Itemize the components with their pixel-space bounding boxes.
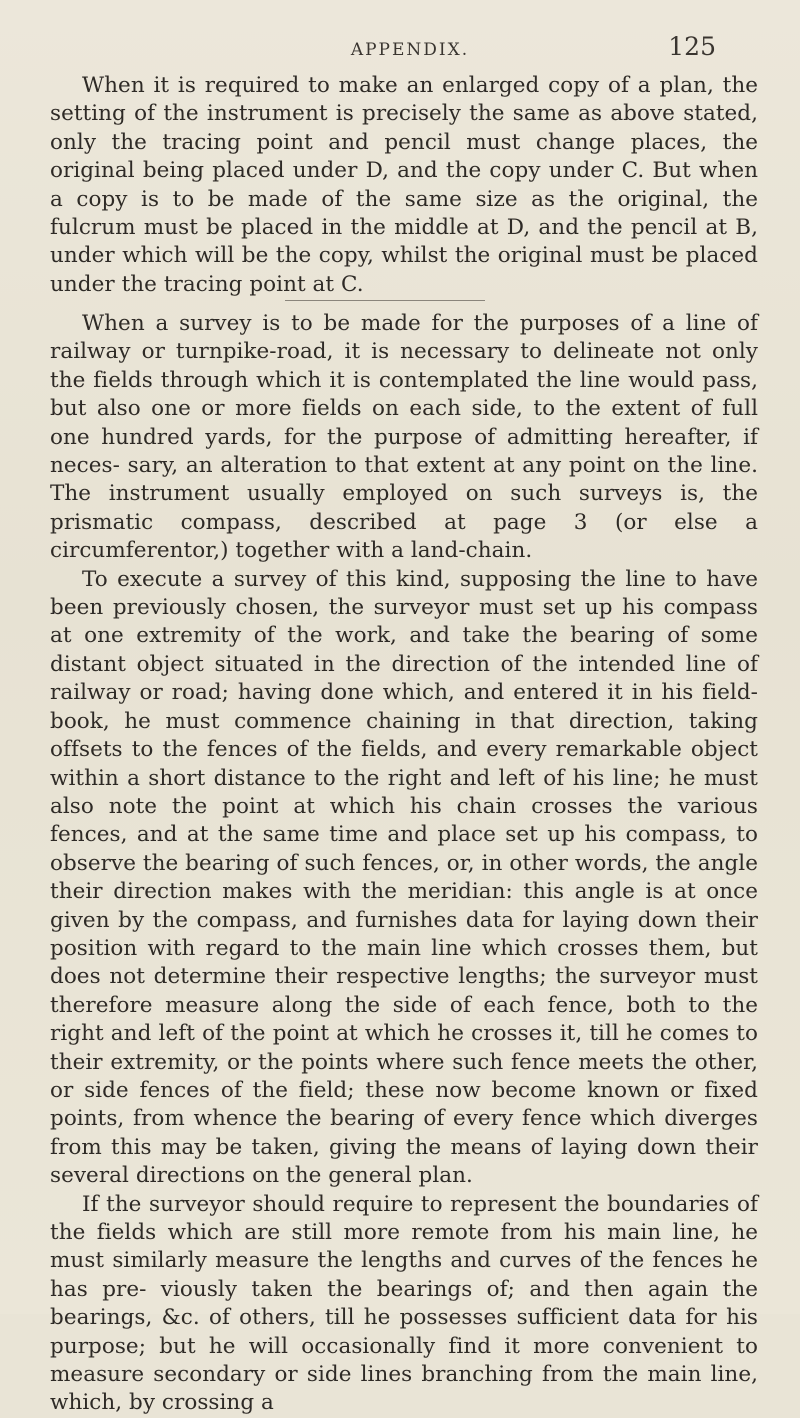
running-title: APPENDIX.	[350, 40, 470, 60]
paragraph-remote-boundaries: If the surveyor should require to represent the boundaries of the fields which are still more remote from his main line, he must similarly measure the lengths and curves of the fences he has pre- viously taken the bearings of; and then again the bearings, &c. of others, till he possesses sufficient data for his purpose; but he will occasionally find it more convenient to measure secondary or side lines branching from the main line, which, by crossing a	[50, 1191, 758, 1416]
section-railway-survey	[50, 310, 758, 1418]
paragraph-enlarged-copy: When it is required to make an enlarged copy of a plan, the setting of the instrument is precisely the same as above stated, only the tracing point and pencil must change places, the original being placed under D, and the copy under C. But when a copy is to be made of the same size as the original, the fulcrum must be placed in the middle at D, and the pencil at B, under which will be the copy, whilst the original must be placed under the tracing point at C.	[50, 73, 758, 297]
paragraph-survey-intro: When a survey is to be made for the purposes of a line of railway or turnpike-road, it is necessary to delineate not only the fields through which it is contemplated the line would pass, but also one or more fields on each side, to the extent of full one hundred yards, for the purpose of admitting hereafter, if neces- sary, an alteration to that extent at any point on the line. The instrument usually employed on such surveys is, the prismatic compass, described at page 3 (or else a circumferentor,) together with a land-chain.	[50, 311, 758, 564]
section-divider	[285, 300, 485, 301]
paragraph-survey-method: To execute a survey of this kind, supposing the line to have been previously chosen, the surveyor must set up his compass at one extremity of the work, and take the bearing of some distant object situated in the direction of the intended line of railway or road; having done which, and entered it in his field-book, he must commence chaining in that direction, taking offsets to the fences of the fields, and every remarkable object within a short distance to the right and left of his line; he must also note the point at which his chain crosses the various fences, and at the same time and place set up his compass, to observe the bearing of such fences, or, in other words, the angle their direction makes with the meridian: this angle is at once given by the compass, and furnishes data for laying down their position with regard to the main line which crosses them, but does not determine their respective lengths; the surveyor must therefore measure along the side of each fence, both to the right and left of the point at which he crosses it, till he comes to their extremity, or the points where such fence meets the other, or side fences of the field; these now become known or fixed points, from whence the bearing of every fence which diverges from this may be taken, giving the means of laying down their several directions on the general plan.	[50, 566, 758, 1189]
section-pantograph	[50, 72, 758, 299]
page-number: 125	[668, 32, 716, 61]
